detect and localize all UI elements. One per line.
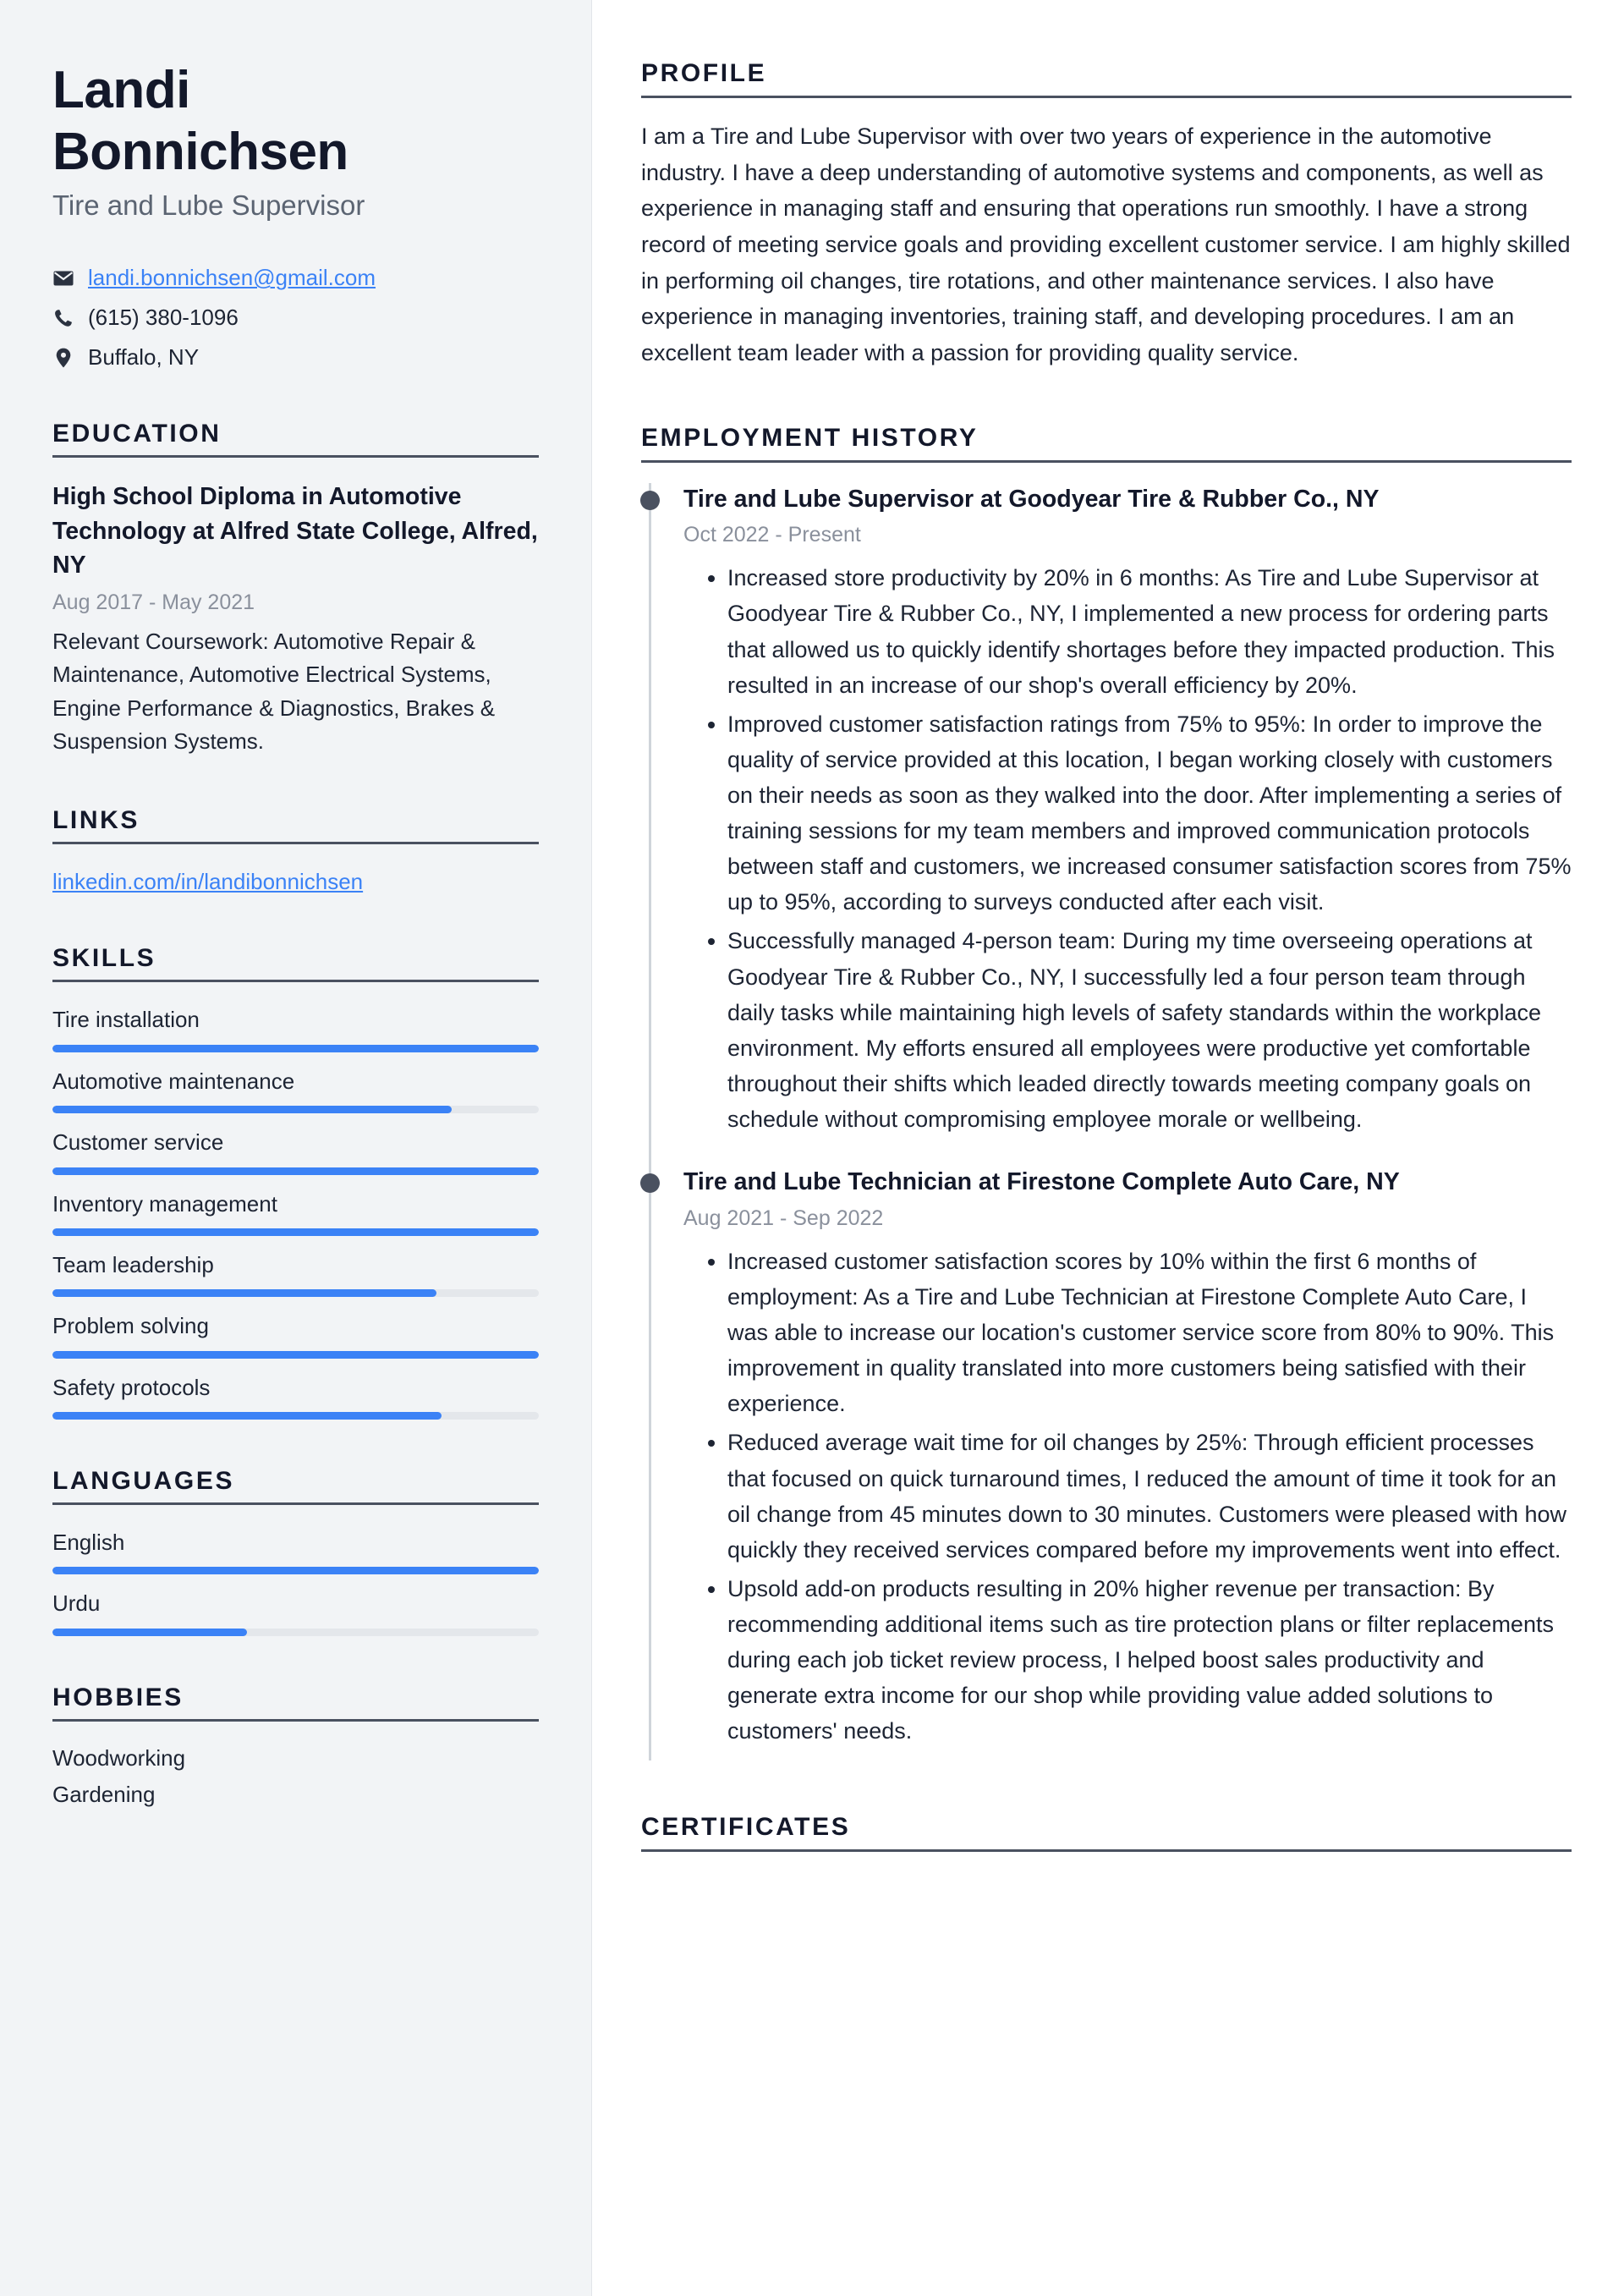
hobbies-list xyxy=(52,1744,539,1810)
skill-meter-fill xyxy=(52,1351,539,1359)
skill-item xyxy=(52,1372,539,1420)
employment-bullet: • Upsold add-on products resulting in 20% higher revenue per transaction: By recommending additional items such as tire protection plans or filter replacements during each job ticket review process, I helped boost sales productivity and generate extra income for our shop while providing value added solutions to customers' needs. xyxy=(727,1571,1572,1749)
sidebar xyxy=(0,0,592,2296)
skills-heading: SKILLS xyxy=(52,944,539,982)
language-meter-track xyxy=(52,1567,539,1574)
language-meter-track xyxy=(52,1629,539,1636)
email-value[interactable]: landi.bonnichsen@gmail.com xyxy=(88,265,376,291)
first-name: Landi xyxy=(52,61,190,119)
language-meter-fill xyxy=(52,1567,539,1574)
skill-meter-track xyxy=(52,1167,539,1175)
identity-block xyxy=(52,59,539,224)
skill-item xyxy=(52,1189,539,1236)
section-education xyxy=(52,420,539,758)
skill-label: Automotive maintenance xyxy=(52,1068,295,1094)
map-pin-icon xyxy=(52,348,74,368)
language-item xyxy=(52,1588,539,1635)
languages-list xyxy=(52,1527,539,1636)
skill-meter-track xyxy=(52,1228,539,1236)
languages-heading: LANGUAGES xyxy=(52,1467,539,1505)
skill-meter-fill xyxy=(52,1412,442,1420)
section-links xyxy=(52,806,539,897)
education-date: Aug 2017 - May 2021 xyxy=(52,590,255,614)
employment-bullet-list xyxy=(683,560,1572,1137)
phone-icon xyxy=(52,309,74,327)
link-linkedin[interactable]: linkedin.com/in/landibonnichsen xyxy=(52,868,364,894)
employment-entry xyxy=(651,1166,1572,1760)
skill-meter-track xyxy=(52,1351,539,1359)
links-heading: LINKS xyxy=(52,806,539,844)
last-name: Bonnichsen xyxy=(52,123,348,182)
skill-meter-fill xyxy=(52,1289,436,1297)
section-languages xyxy=(52,1467,539,1636)
employment-date: Aug 2021 - Sep 2022 xyxy=(683,1206,884,1230)
employment-bullet: • Increased store productivity by 20% in 6 months: As Tire and Lube Supervisor at Goodyear Tire & Rubber Co., NY, I implemented a new process for ordering parts that allowed us to quickly identify shortages before they impacted production. This resulted in an increase of our shop's overall efficiency by 20%. xyxy=(727,560,1572,702)
section-employment-history xyxy=(641,424,1572,1761)
skill-meter-track xyxy=(52,1106,539,1113)
employment-title: Tire and Lube Technician at Firestone Complete Auto Care, NY xyxy=(683,1168,1400,1196)
timeline-dot-icon xyxy=(640,491,660,510)
skill-label: Tire installation xyxy=(52,1007,200,1033)
section-hobbies xyxy=(52,1684,539,1810)
timeline-dot-icon xyxy=(640,1173,660,1193)
hobby-item: Gardening xyxy=(52,1782,156,1808)
hobby-item: Woodworking xyxy=(52,1744,186,1771)
employment-bullet: • Successfully managed 4-person team: During my time overseeing operations at Goodyear Tire & Rubber Co., NY, I successfully led a four person team through daily tasks while maintaining high levels of safety standards within the workplace environment. My efforts ensured all employees were productive yet comfortable throughout their shifts which leaded directly towards meeting company goals on schedule without compromising employee morale or wellbeing. xyxy=(727,923,1572,1137)
employment-bullet: • Increased customer satisfaction scores by 10% within the first 6 months of employment: As a Tire and Lube Technician at Firestone Complete Auto Care, I was able to increase our location's customer service score from 80% to 90%. This improvement in quality translated into more customers being satisfied with their experience. xyxy=(727,1244,1572,1422)
contact-email-row[interactable] xyxy=(52,263,539,293)
certificates-heading: CERTIFICATES xyxy=(641,1813,1572,1852)
job-title-subtitle: Tire and Lube Supervisor xyxy=(52,190,365,222)
employment-title: Tire and Lube Supervisor at Goodyear Tire & Rubber Co., NY xyxy=(683,485,1380,513)
language-meter-fill xyxy=(52,1629,247,1636)
skill-meter-track xyxy=(52,1045,539,1052)
section-skills xyxy=(52,944,539,1420)
employment-timeline xyxy=(649,483,1572,1761)
language-label: Urdu xyxy=(52,1590,101,1617)
education-description: Relevant Coursework: Automotive Repair & Maintenance, Automotive Electrical Systems, Engine Performance & Diagnostics, Brakes & Suspension Systems. xyxy=(52,628,496,755)
skill-meter-fill xyxy=(52,1106,452,1113)
contact-location-row xyxy=(52,343,539,372)
skill-item xyxy=(52,1310,539,1358)
section-certificates xyxy=(641,1813,1572,1852)
skill-item xyxy=(52,1004,539,1052)
employment-bullet-list xyxy=(683,1244,1572,1749)
skill-label: Safety protocols xyxy=(52,1374,211,1400)
skill-meter-track xyxy=(52,1289,539,1297)
skill-label: Inventory management xyxy=(52,1190,277,1217)
profile-heading: PROFILE xyxy=(641,59,1572,98)
phone-value: (615) 380-1096 xyxy=(88,305,239,331)
section-profile xyxy=(641,59,1572,371)
skill-item xyxy=(52,1127,539,1174)
skill-meter-fill xyxy=(52,1045,539,1052)
skill-meter-fill xyxy=(52,1167,539,1175)
profile-text: I am a Tire and Lube Supervisor with over two years of experience in the automotive industry. I have a deep understanding of automotive systems and components, as well as experience in managing staff and ensuring that operations run smoothly. I have a strong record of meeting service goals and providing excellent customer service. I am highly skilled in performing oil changes, tire rotations, and other maintenance services. I also have experience in managing inventories, training staff, and developing procedures. I am an excellent team leader with a passion for providing quality service. xyxy=(641,124,1571,365)
location-value: Buffalo, NY xyxy=(88,344,200,371)
skill-label: Team leadership xyxy=(52,1251,214,1277)
skill-label: Problem solving xyxy=(52,1313,209,1339)
language-label: English xyxy=(52,1530,125,1556)
employment-bullet: • Reduced average wait time for oil changes by 25%: Through efficient processes that focused on quick turnaround times, I reduced the amount of time it took for an oil change from 45 minutes down to 30 minutes. Customers were pleased with how quickly they received services compared before my improvements went into effect. xyxy=(727,1425,1572,1567)
main-column xyxy=(592,0,1624,2296)
hobbies-heading: HOBBIES xyxy=(52,1684,539,1722)
page-title xyxy=(52,59,539,183)
education-heading: EDUCATION xyxy=(52,420,539,458)
skills-list xyxy=(52,1004,539,1420)
employment-entry xyxy=(651,483,1572,1150)
skill-label: Customer service xyxy=(52,1129,224,1156)
skill-item xyxy=(52,1250,539,1297)
contact-phone-row xyxy=(52,303,539,332)
envelope-icon xyxy=(52,271,74,286)
education-entry xyxy=(52,480,539,758)
contact-list xyxy=(52,263,539,372)
language-item xyxy=(52,1527,539,1574)
skill-meter-fill xyxy=(52,1228,539,1236)
education-title: High School Diploma in Automotive Technology at Alfred State College, Alfred, NY xyxy=(52,483,538,579)
employment-bullet: • Improved customer satisfaction ratings from 75% to 95%: In order to improve the quality of service provided at this location, I began working closely with customers on their needs as soon as they walked into the door. After implementing a series of training sessions for my team members and improved communication protocols between staff and customers, we increased consumer satisfaction scores from 75% up to 95%, according to surveys conducted after each visit. xyxy=(727,706,1572,920)
skill-item xyxy=(52,1066,539,1113)
skill-meter-track xyxy=(52,1412,539,1420)
employment-date: Oct 2022 - Present xyxy=(683,523,861,547)
employment-heading: EMPLOYMENT HISTORY xyxy=(641,424,1572,463)
